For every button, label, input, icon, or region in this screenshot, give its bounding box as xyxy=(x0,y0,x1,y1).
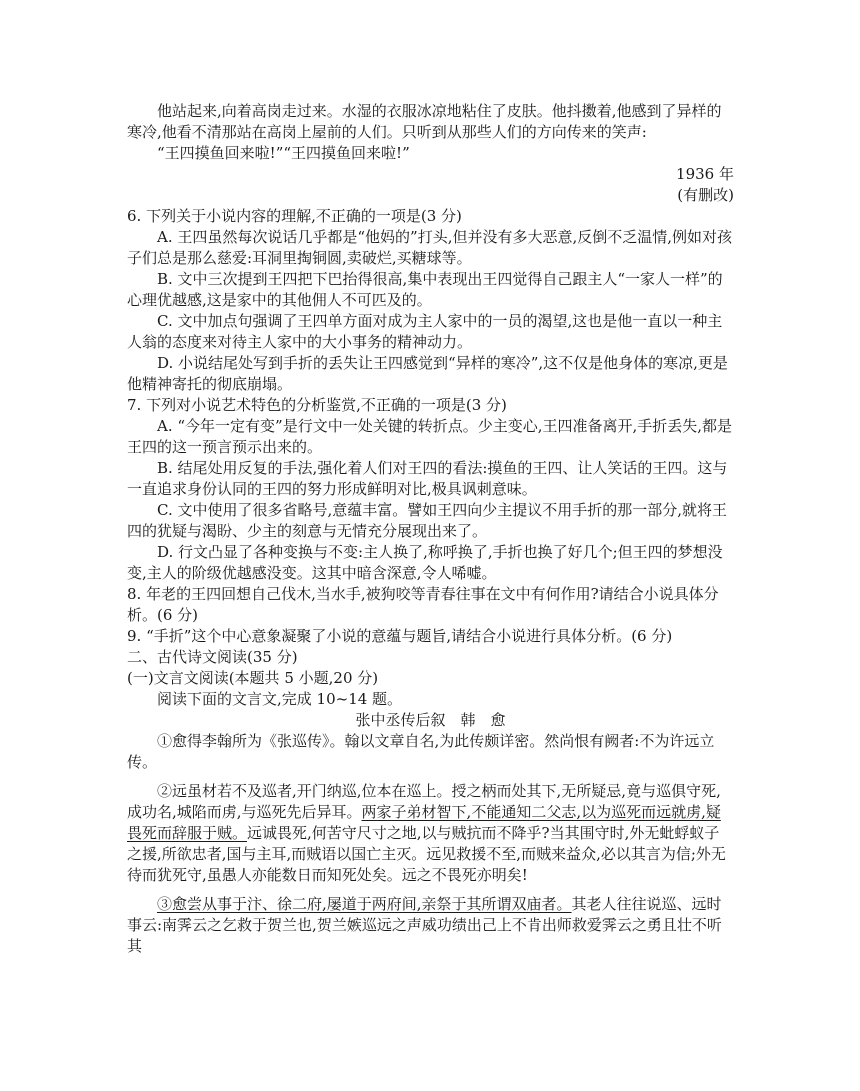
essay-title: 张中丞传后叙 韩 愈 xyxy=(355,711,506,729)
question-9: 9. “手折”这个中心意象凝聚了小说的意蕴与题旨,请结合小说进行具体分析。(6 分) xyxy=(127,627,673,645)
essay-paragraph-3 xyxy=(127,894,734,957)
paragraph-3-text: 其老人往往说巡、远时事云:南霁云之乞救于贺兰也,贺兰嫉巡远之声威功绩出己上不肯出师救爱霁云之勇且壮不听其 xyxy=(127,895,722,955)
document-content xyxy=(127,101,734,957)
question-8: 8. 年老的王四回想自己伐木,当水手,被狗咬等青春往事在文中有何作用?请结合小说具体分析。(6 分) xyxy=(127,585,719,624)
question-6-stem: 6. 下列关于小说内容的理解,不正确的一项是(3 分) xyxy=(127,207,462,225)
essay-paragraph-2 xyxy=(127,781,734,886)
story-year: 1936 年 xyxy=(676,165,734,183)
story-note: (有删改) xyxy=(677,186,734,204)
essay-paragraph-1: ①愈得李翰所为《张巡传》。翰以文章自名,为此传颇详密。然尚恨有阙者:不为许远立传。 xyxy=(127,732,715,771)
paragraph-2-text: ②远虽材若不及巡者,开门纳巡,位本在巡上。授之柄而处其下,无所疑忌,竟与巡俱守死,成功名,城陷而虏,与巡死先后异耳。 xyxy=(127,782,721,821)
question-6-option-c: C. 文中加点句强调了王四单方面对成为主人家中的一员的渴望,这也是他一直以一种主人翁的态度来对待主人家中的大小事务的精神动力。 xyxy=(127,312,723,351)
reading-instruction: 阅读下面的文言文,完成 10~14 题。 xyxy=(157,690,403,708)
question-7-option-b: B. 结尾处用反复的手法,强化着人们对王四的看法:摸鱼的王四、让人笑话的王四。这与一直追求身份认同的王四的努力形成鲜明对比,极具讽刺意味。 xyxy=(127,459,728,498)
question-6-option-a: A. 王四虽然每次说话几乎都是“他妈的”打头,但并没有多大恶意,反倒不乏温情,例如对孩子们总是那么慈爱:耳洞里掏铜圆,卖破烂,买糖球等。 xyxy=(127,228,733,267)
underlined-sentence: 两家子弟材智下,不能通知二父志,以为巡死而远就虏,疑畏死而辞服于贼。 xyxy=(127,803,721,842)
subsection-heading: (一)文言文阅读(本题共 5 小题,20 分) xyxy=(127,669,379,687)
question-7-option-a: A. “今年一定有变”是行文中一处关键的转折点。少主变心,王四准备离开,手折丢失,都是王四的这一预言预示出来的。 xyxy=(127,417,733,456)
underlined-sentence: ③愈尝从事于汴、徐二府,屡道于两府间,亲祭于其所谓双庙者。 xyxy=(157,895,572,913)
question-6-option-d: D. 小说结尾处写到手折的丢失让王四感觉到“异样的寒冷”,这不仅是他身体的寒凉,更是他精神寄托的彻底崩塌。 xyxy=(127,354,728,393)
story-quote: “王四摸鱼回来啦!”“王四摸鱼回来啦!” xyxy=(157,144,410,162)
story-paragraph: 他站起来,向着高岗走过来。水湿的衣服冰凉地粘住了皮肤。他抖擞着,他感到了异样的寒冷,他看不清那站在高岗上屋前的人们。只听到从那些人们的方向传来的笑声: xyxy=(127,102,722,141)
section-heading: 二、古代诗文阅读(35 分) xyxy=(127,648,298,666)
question-7-option-c: C. 文中使用了很多省略号,意蕴丰富。譬如王四向少主提议不用手折的那一部分,就将王四的犹疑与渴盼、少主的刻意与无情充分展现出来了。 xyxy=(127,501,728,540)
question-6-option-b: B. 文中三次提到王四把下巴抬得很高,集中表现出王四觉得自己跟主人“一家人一样”的心理优越感,这是家中的其他佣人不可匹及的。 xyxy=(127,270,723,309)
paragraph-2-text-rest: 远诚畏死,何苦守尺寸之地,以与贼抗而不降乎?当其围守时,外无蚍蜉蚁子之援,所欲忠者,国与主耳,而贼语以国亡主灭。远见救援不至,而贼来益众,必以其言为信;外无待而犹死守,虽愚人亦能数日而知死处矣。远之不畏死亦明矣! xyxy=(127,824,726,884)
question-7-option-d: D. 行文凸显了各种变换与不变:主人换了,称呼换了,手折也换了好几个;但王四的梦想没变,主人的阶级优越感没变。这其中暗含深意,令人唏嘘。 xyxy=(127,543,723,582)
question-7-stem: 7. 下列对小说艺术特色的分析鉴赏,不正确的一项是(3 分) xyxy=(127,396,507,414)
